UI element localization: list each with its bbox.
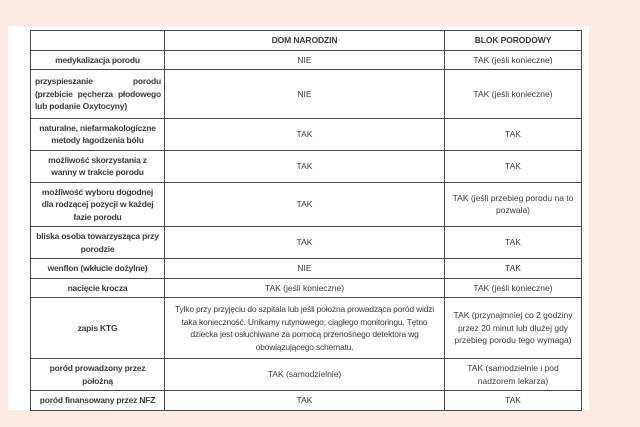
row-label: nacięcie krocza [31,278,165,298]
table-row [31,118,582,150]
cell-dom-narodzin: Tylko przy przyjęciu do szpitala lub jeśli położna prowadząca poród widzi taka konieczność. Unikamy rutynowego, ciągłego monitoringu. Tętno dziecka jest osłuchiwane za pomocą przenośnego detektora wg obowiązującego schematu. [165,298,445,359]
row-label: medykalizacja porodu [31,50,165,70]
row-label: możliwość wyboru dogodnej dla rodzącej pozycji w każdej fazie porodu [31,182,165,227]
table-header [31,31,582,51]
corner-cell [31,31,165,51]
cell-dom-narodzin: NIE [165,50,445,70]
cell-dom-narodzin: TAK (samodzielnie) [165,359,445,391]
cell-blok-porodowy: TAK [445,118,582,150]
row-label: poród prowadzony przez położną [31,359,165,391]
cell-dom-narodzin: TAK [165,118,445,150]
row-label: możliwość skorzystania z wanny w trakcie porodu [31,150,165,182]
column-header-dom-narodzin: DOM NARODZIN [165,31,445,51]
row-label: zapis KTG [31,298,165,359]
table-row [31,391,582,411]
table-row [31,298,582,359]
table-row [31,359,582,391]
cell-blok-porodowy: TAK (jeśli przebieg porodu na to pozwala) [445,182,582,227]
cell-dom-narodzin: TAK [165,150,445,182]
cell-blok-porodowy: TAK [445,150,582,182]
cell-blok-porodowy: TAK (jeśli konieczne) [445,70,582,119]
cell-dom-narodzin: TAK [165,227,445,259]
table-row [31,150,582,182]
row-label: wenflon (wkłucie dożylne) [31,259,165,279]
row-label: naturalne, niefarmakologiczne metody łagodzenia bólu [31,118,165,150]
cell-blok-porodowy: TAK [445,259,582,279]
cell-blok-porodowy: TAK (jeśli konieczne) [445,50,582,70]
comparison-table [30,30,582,411]
cell-blok-porodowy: TAK (samodzielnie i pod nadzorem lekarza) [445,359,582,391]
cell-dom-narodzin: NIE [165,70,445,119]
cell-dom-narodzin: TAK [165,391,445,411]
cell-blok-porodowy: TAK (jeśli konieczne) [445,278,582,298]
cell-blok-porodowy: TAK [445,227,582,259]
header-row [31,31,582,51]
table-row [31,278,582,298]
cell-blok-porodowy: TAK (przynajmniej co 2 godziny przez 20 minut lub dłużej gdy przebieg porodu tego wymaga) [445,298,582,359]
table-body [31,50,582,410]
table-row [31,70,582,119]
table-row [31,259,582,279]
table-row [31,50,582,70]
table-row [31,182,582,227]
column-header-blok-porodowy: BLOK PORODOWY [445,31,582,51]
row-label: przyspieszanie porodu (przebicie pęcherza płodowego lub podanie Oxytocyny) [31,70,165,119]
row-label: bliska osoba towarzysząca przy porodzie [31,227,165,259]
cell-dom-narodzin: NIE [165,259,445,279]
cell-blok-porodowy: TAK [445,391,582,411]
cell-dom-narodzin: TAK [165,182,445,227]
cell-dom-narodzin: TAK (jeśli konieczne) [165,278,445,298]
table-row [31,227,582,259]
table-panel [8,26,589,410]
row-label: poród finansowany przez NFZ [31,391,165,411]
